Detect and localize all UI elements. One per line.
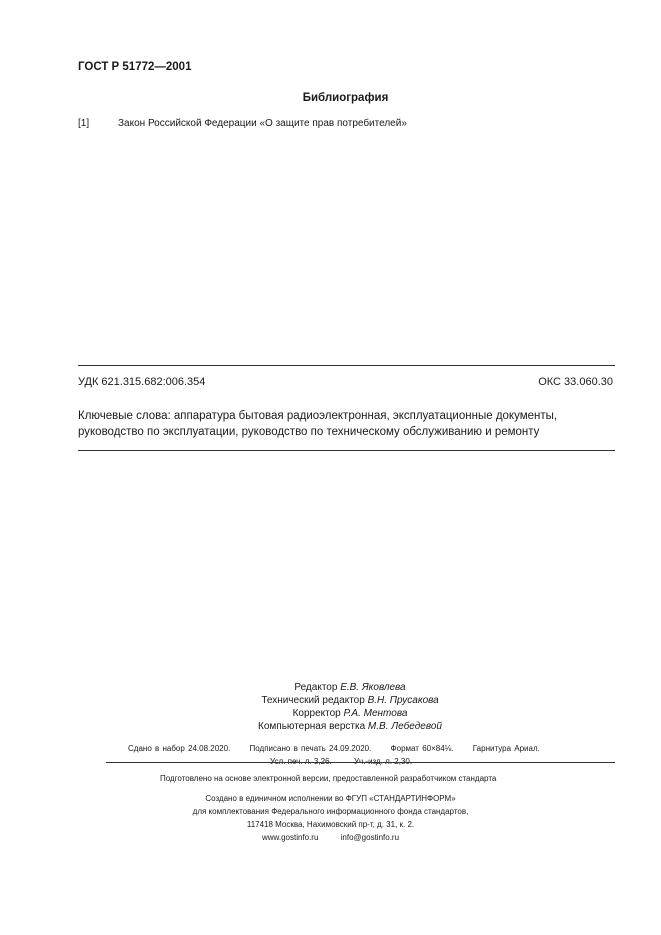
credit-editor: Редактор Е.В. Яковлева <box>294 682 406 693</box>
divider-top <box>78 365 615 366</box>
creator-block <box>0 792 661 844</box>
website-link[interactable]: www.gostinfo.ru <box>261 833 319 842</box>
credit-corrector: Корректор Р.А. Ментова <box>292 708 408 719</box>
creator-address: 117418 Москва, Нахимовский пр-т, д. 31, к. 2. <box>246 820 415 829</box>
document-code: ГОСТ Р 51772—2001 <box>78 61 192 73</box>
creator-contacts <box>0 831 661 844</box>
reference-number: [1] <box>78 118 90 129</box>
keywords: Ключевые слова: аппаратура бытовая радиоэлектронная, эксплуатационные документы, руководство по эксплуатации, руководство по техническому обслуживанию и ремонту <box>78 410 558 438</box>
credits-block <box>220 681 480 733</box>
divider-imprint <box>106 762 615 763</box>
email-link[interactable]: info@gostinfo.ru <box>340 833 400 842</box>
prepared-note: Подготовлено на основе электронной версии, предоставленной разработчиком стандарта <box>160 774 497 783</box>
udk-code: УДК 621.315.682:006.354 <box>78 376 206 388</box>
creator-line2: для комплектования Федерального информационного фонда стандартов, <box>192 807 469 816</box>
paper-format: Формат 60×84⅛. <box>390 744 454 753</box>
corrector-name: Р.А. Ментова <box>343 708 408 719</box>
credit-tech-editor: Технический редактор В.Н. Прусакова <box>261 695 439 706</box>
tech-editor-name: В.Н. Прусакова <box>367 695 439 706</box>
creator-line1: Создано в единичном исполнении во ФГУП «СТАНДАРТИНФОРМ» <box>205 794 456 803</box>
publ-sheets: Уч.-изд. л. 2,30. <box>353 757 413 766</box>
layout-name: М.В. Лебедевой <box>367 721 442 732</box>
divider-bottom <box>78 450 615 451</box>
credit-layout: Компьютерная верстка М.В. Лебедевой <box>258 721 442 732</box>
print-info-line1 <box>128 744 556 753</box>
reference-text: Закон Российской Федерации «О защите прав потребителей» <box>118 118 407 129</box>
submitted-date: Сдано в набор 24.08.2020. <box>128 744 231 753</box>
signed-date: Подписано в печать 24.09.2020. <box>249 744 372 753</box>
oks-code: ОКС 33.060.30 <box>538 376 613 388</box>
typeface: Гарнитура Ариал. <box>472 744 540 753</box>
print-sheets: Усл. печ. л. 3,26. <box>270 757 332 766</box>
bibliography-title: Библиография <box>302 92 389 104</box>
editor-name: Е.В. Яковлева <box>340 682 406 693</box>
